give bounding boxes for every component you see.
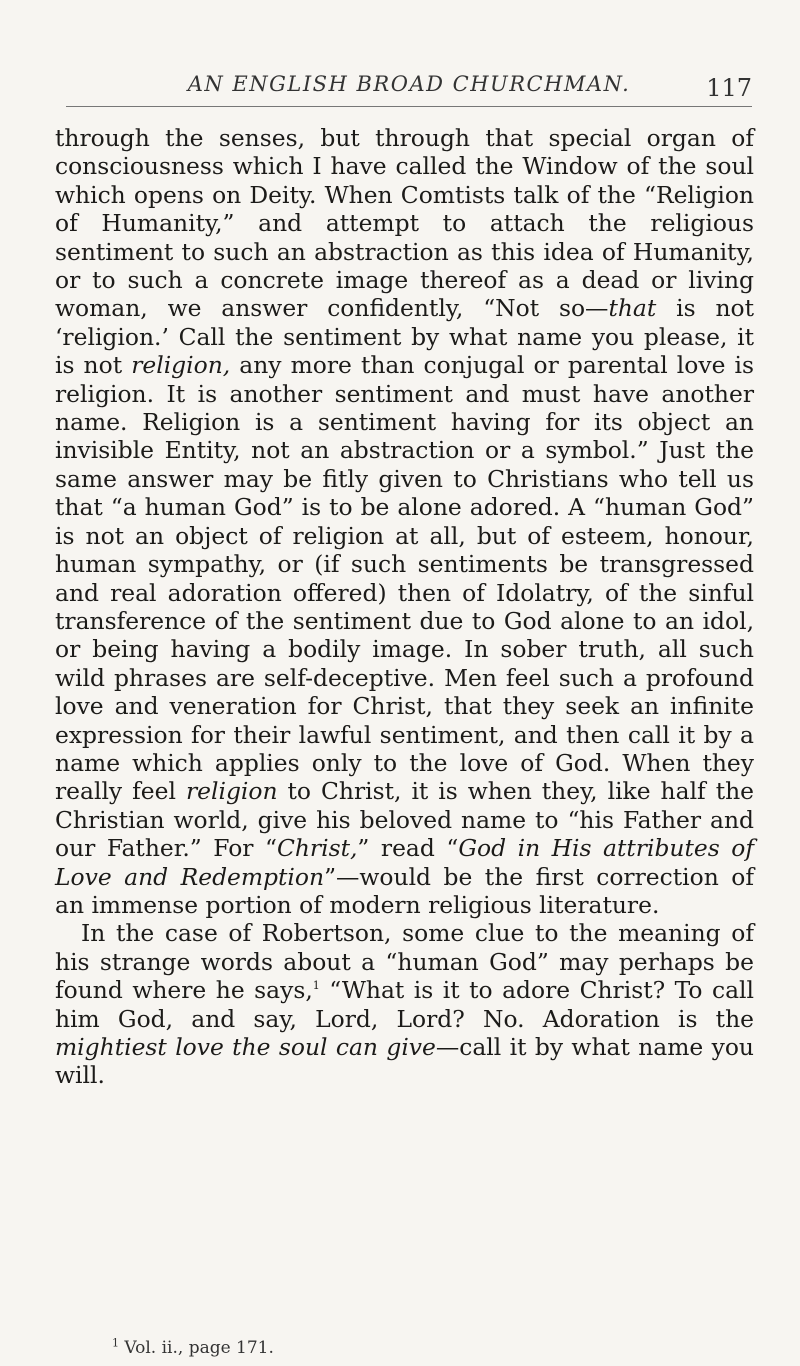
running-head: AN ENGLISH BROAD CHURCHMAN. [187,72,631,96]
paragraph-2: In the case of Robertson, some clue to the meaning of his strange words about a “human God” may perhaps be found where he says,$^1$ “What is it to adore Christ? To call him God, and say, Lord, Lord? No. Adoration is the mightiest love the soul can give—call it by what name you will. [55,919,755,1090]
footnote-mark: 1 [112,1336,119,1350]
footnote-reference: 1 [312,979,320,993]
footnote-text: Vol. ii., page 171. [124,1338,274,1358]
footnote [112,1338,274,1358]
page-number: 117 [706,74,752,102]
page-header [66,64,752,107]
paragraph-1: through the senses, but through that special organ of consciousness which I have called the Window of the soul which opens on Deity. When Comtists talk of the “Religion of Humanity,” and attempt to attach the religious sentiment to such an abstraction as this idea of Humanity, or to such a concrete image thereof as a dead or living woman, we answer confidently, “Not so—that is not ‘religion.’ Call the sentiment by what name you please, it is not religion, any more than conjugal or parental love is religion. It is another sentiment and must have another name. Religion is a sentiment having for its object an invisible Entity, not an abstraction or a symbol.” Just the same answer may be fitly given to Christians who tell us that “a human God” is to be alone adored. A “human God” is not an object of religion at all, but of esteem, honour, human sympathy, or (if such sentiments be transgressed and real adoration offered) then of Idolatry, of the sinful transference of the sentiment due to God alone to an idol, or being having a bodily image. In sober truth, all such wild phrases are self-deceptive. Men feel such a profound love and veneration for Christ, that they seek an infinite expression for their lawful sentiment, and then call it by a name which applies only to the love of God. When they really feel religion to Christ, it is when they, like half the Christian world, give his beloved name to “his Father and our Father.” For “Christ,” read “God in His attributes of Love and Redemption”—would be the first correction of an immense portion of modern religious literature. [55,124,755,919]
body-text [55,124,754,1090]
